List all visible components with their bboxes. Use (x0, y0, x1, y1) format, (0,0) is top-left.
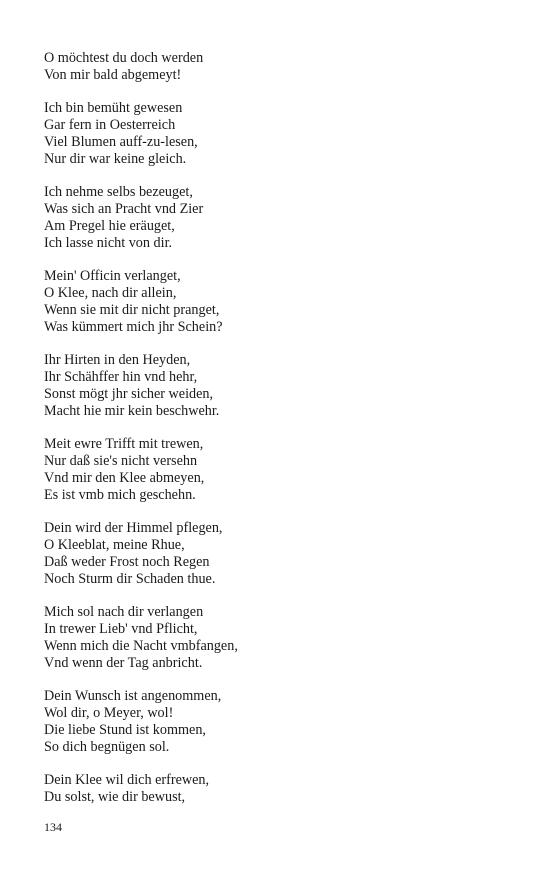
verse-line: Was kümmert mich jhr Schein? (44, 318, 223, 335)
verse-line: Nur dir war keine gleich. (44, 150, 187, 167)
verse-line: Macht hie mir kein beschwehr. (44, 402, 220, 419)
verse-line: O Klee, nach dir allein, (44, 285, 177, 302)
verse-line: Ihr Schähffer hin vnd hehr, (44, 369, 198, 386)
verse-line: Du solst, wie dir bewust, (44, 789, 186, 806)
stanza-3 (44, 184, 514, 251)
verse-line: Ich lasse nicht von dir. (44, 234, 173, 251)
verse-line: Wol dir, o Meyer, wol! (44, 705, 174, 722)
stanza-2 (44, 100, 514, 167)
verse-line: O Kleeblat, meine Rhue, (44, 537, 185, 554)
verse-line: Mein' Officin verlanget, (44, 268, 181, 285)
verse-line: Wenn mich die Nacht vmbfangen, (44, 637, 238, 654)
verse-line: Nur daß sie's nicht versehn (44, 453, 198, 470)
verse-line: Sonst mögt jhr sicher weiden, (44, 385, 214, 402)
verse-line: Die liebe Stund ist kommen, (44, 721, 206, 738)
verse-line: O möchtest du doch werden (44, 50, 204, 66)
verse-line: Was sich an Pracht vnd Zier (44, 201, 204, 218)
verse-line: Wenn sie mit dir nicht pranget, (44, 301, 220, 318)
verse-line: Viel Blumen auff-zu-lesen, (44, 133, 198, 150)
stanza-9 (44, 688, 514, 755)
verse-line: So dich begnügen sol. (44, 738, 170, 755)
page-number: 134 (44, 820, 62, 834)
verse-line: Noch Sturm dir Schaden thue. (44, 570, 216, 587)
verse-line: In trewer Lieb' vnd Pflicht, (44, 621, 198, 638)
verse-line: Meit ewre Trifft mit trewen, (44, 436, 204, 453)
stanza-4 (44, 268, 514, 335)
stanza-10 (44, 772, 514, 806)
stanza-1 (44, 50, 514, 84)
verse-line: Vnd mir den Klee abmeyen, (44, 469, 205, 486)
verse-line: Ich bin bemüht gewesen (44, 100, 183, 117)
stanza-5 (44, 352, 514, 419)
verse-line: Vnd wenn der Tag anbricht. (44, 654, 203, 671)
verse-line: Dein wird der Himmel pflegen, (44, 520, 223, 537)
verse-line: Es ist vmb mich geschehn. (44, 486, 196, 503)
poem-text (44, 50, 514, 823)
stanza-8 (44, 604, 514, 671)
verse-line: Ihr Hirten in den Heyden, (44, 352, 191, 369)
verse-line: Dein Wunsch ist angenommen, (44, 688, 222, 705)
verse-line: Gar fern in Oesterreich (44, 117, 176, 134)
verse-line: Daß weder Frost noch Regen (44, 553, 210, 570)
verse-line: Am Pregel hie eräuget, (44, 217, 175, 234)
verse-line: Von mir bald abgemeyt! (44, 66, 182, 83)
stanza-6 (44, 436, 514, 503)
verse-line: Mich sol nach dir verlangen (44, 604, 204, 621)
verse-line: Ich nehme selbs bezeuget, (44, 184, 193, 201)
stanza-7 (44, 520, 514, 587)
verse-line: Dein Klee wil dich erfrewen, (44, 772, 210, 789)
